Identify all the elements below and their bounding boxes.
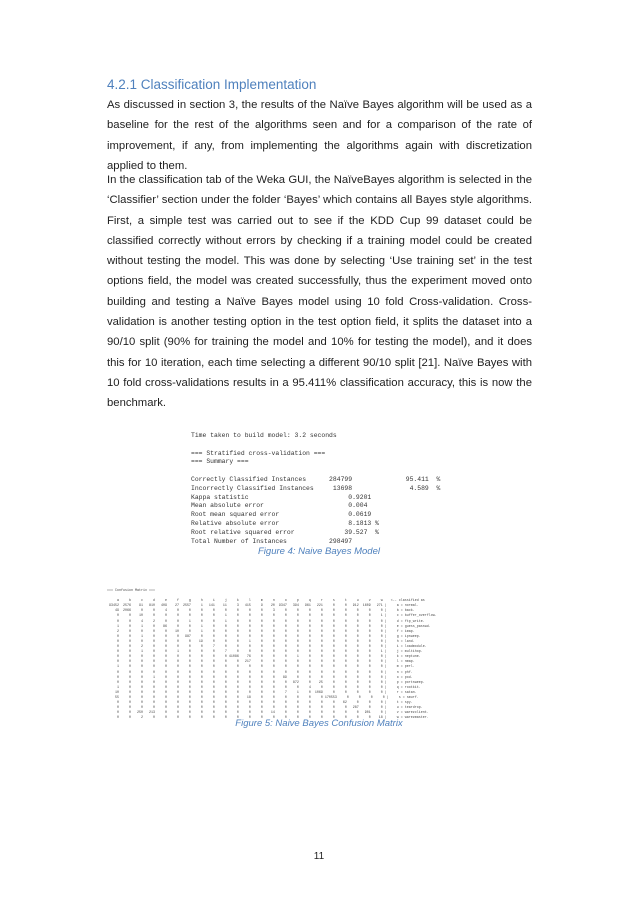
figure-4-caption: Figure 4: Naive Bayes Model	[258, 546, 380, 557]
paragraph-weka: In the classification tab of the Weka GUI, the NaïveBayes algorithm is selected in the ‘Classifier’ section under the folder ‘Bayes’ which contains all Bayes style algorithms. First, a simple test was carried out to see if the KDD Cup 99 dataset could be classified correctly without errors by checking if a training model could be created without testing the model. This was done by selecting ‘Use training set’ in the test options field, the model was created successfully, thus the experiment moved onto building and testing a Naïve Bayes model using 10 fold Cross-validation. Cross-validation is another testing option in the test option field, it splits the dataset into a 90/10 split (90% for training the model and 10% for testing the model), and it does this for 10 iteration, each time selecting a different 90/10 split [21]. Naïve Bayes with 10 fold cross-validations results in a 95.411% classification accuracy, this is now the benchmark.	[107, 174, 532, 410]
page-number: 11	[313, 851, 325, 862]
confusion-matrix-output: === Confusion Matrix === a b c d e f g h i j k l m n o p q r s t u v w <-- classified as 93452 2576 91 810 409 27 2557 1 141 11 3 415 9 20 9347 394 961 221 0 0 912 1609 271 | a = normal. 49 2066 0 0 4 0 0 0 0 0 0 0 0 3 0 0 0 0 0 0 0 0 0 | b = back. 0 0 10 0 0 0 0 0 0 1 0 0 0 0 0 0 0 0 0 0 0 0 1 | c = buffer_overflow. 0 0 4 2 0 0 1 0 0 1 0 0 0 0 0 0 0 0 0 0 0 0 0 | d = ftp_write. 1 0 1 0 86 0 0 1 0 0 0 0 0 0 0 0 0 0 0 0 0 0 0 | e = guess_passwd. 2 0 0 0 0 10 0 1 0 0 0 0 0 0 0 0 0 0 0 0 0 0 0 | f = imap. 0 0 1 0 0 0 987 0 0 0 0 0 0 0 0 0 0 0 0 0 0 0 0 | g = ipsweep. 0 0 0 0 0 0 0 19 0 0 0 1 0 0 0 0 0 0 0 0 0 0 0 | h = land. 0 0 2 0 0 0 0 0 7 0 0 0 0 0 0 0 0 0 0 0 0 0 0 | i = loadmodule. 0 0 1 0 0 1 0 0 0 7 0 0 0 0 0 0 0 0 0 0 0 0 1 | j = multihop. 0 0 0 0 0 0 0 0 0 0 41086 76 0 0 0 1 0 0 0 0 0 0 0 | k = neptune. 0 0 0 0 0 0 0 0 0 0 0 217 0 0 0 0 0 0 0 0 0 0 0 | l = nmap. 1 0 0 0 0 0 0 0 0 0 0 0 0 0 0 0 0 0 0 0 0 0 0 | m = perl. 0 0 0 0 0 0 0 0 0 0 0 0 0 0 0 0 0 0 0 0 0 0 0 | n = phf. 0 0 0 1 0 0 0 0 0 0 0 0 0 0 89 0 0 0 0 0 0 0 0 | o = pod. 0 0 0 0 0 0 0 0 0 0 0 0 0 0 0 872 0 25 0 0 0 0 0 | p = portsweep. 1 0 0 0 0 0 0 0 0 0 0 0 0 0 0 0 4 0 0 0 0 0 0 | q = rootkit. 10 0 0 0 0 0 0 0 0 0 0 0 0 0 7 1 0 1069 0 0 0 0 0 | r = satan. 55 0 0 0 0 0 0 0 0 0 0 18 0 0 0 0 0 0 170553 0 0 0 0 | s = smurf. 0 0 0 0 0 0 0 0 0 0 0 0 0 0 0 0 0 0 0 62 0 0 0 | t = spy. 0 0 0 0 0 0 0 0 0 0 0 0 0 0 0 0 0 0 0 0 287 0 0 | u = teardrop. 0 0 250 213 0 0 0 0 0 0 0 0 0 14 0 0 0 0 0 0 0 901 0 | v = warezclient. 0 0 2 0 0 0 0 0 0 0 0 0 0 0 0 0 0 0 0 0 0 0 18 | w = warezmaster.	[107, 588, 437, 720]
figure-5-caption: Figure 5: Naive Bayes Confusion Matrix	[235, 718, 403, 729]
naive-bayes-model-output: Time taken to build model: 3.2 seconds === Stratified cross-validation === === Summary === Correctly Classified Instances 284799 95.411 % Incorrectly Classified Instances 13698 4.589 % Kappa statistic 0.9201 Mean absolute error 0.004 Root mean squared error 0.0619 Relative absolute error 8.1813 % Root relative squared error 39.527 % Total Number of Instances 298497	[191, 432, 441, 545]
section-heading: 4.2.1 Classification Implementation	[107, 77, 317, 92]
paragraph-intro: As discussed in section 3, the results of the Naïve Bayes algorithm will be used as a baseline for the rest of the algorithms seen and for a comparison of the rate of improvement, if any, from implementing the algorithms again with discretization applied to them.	[107, 99, 532, 172]
